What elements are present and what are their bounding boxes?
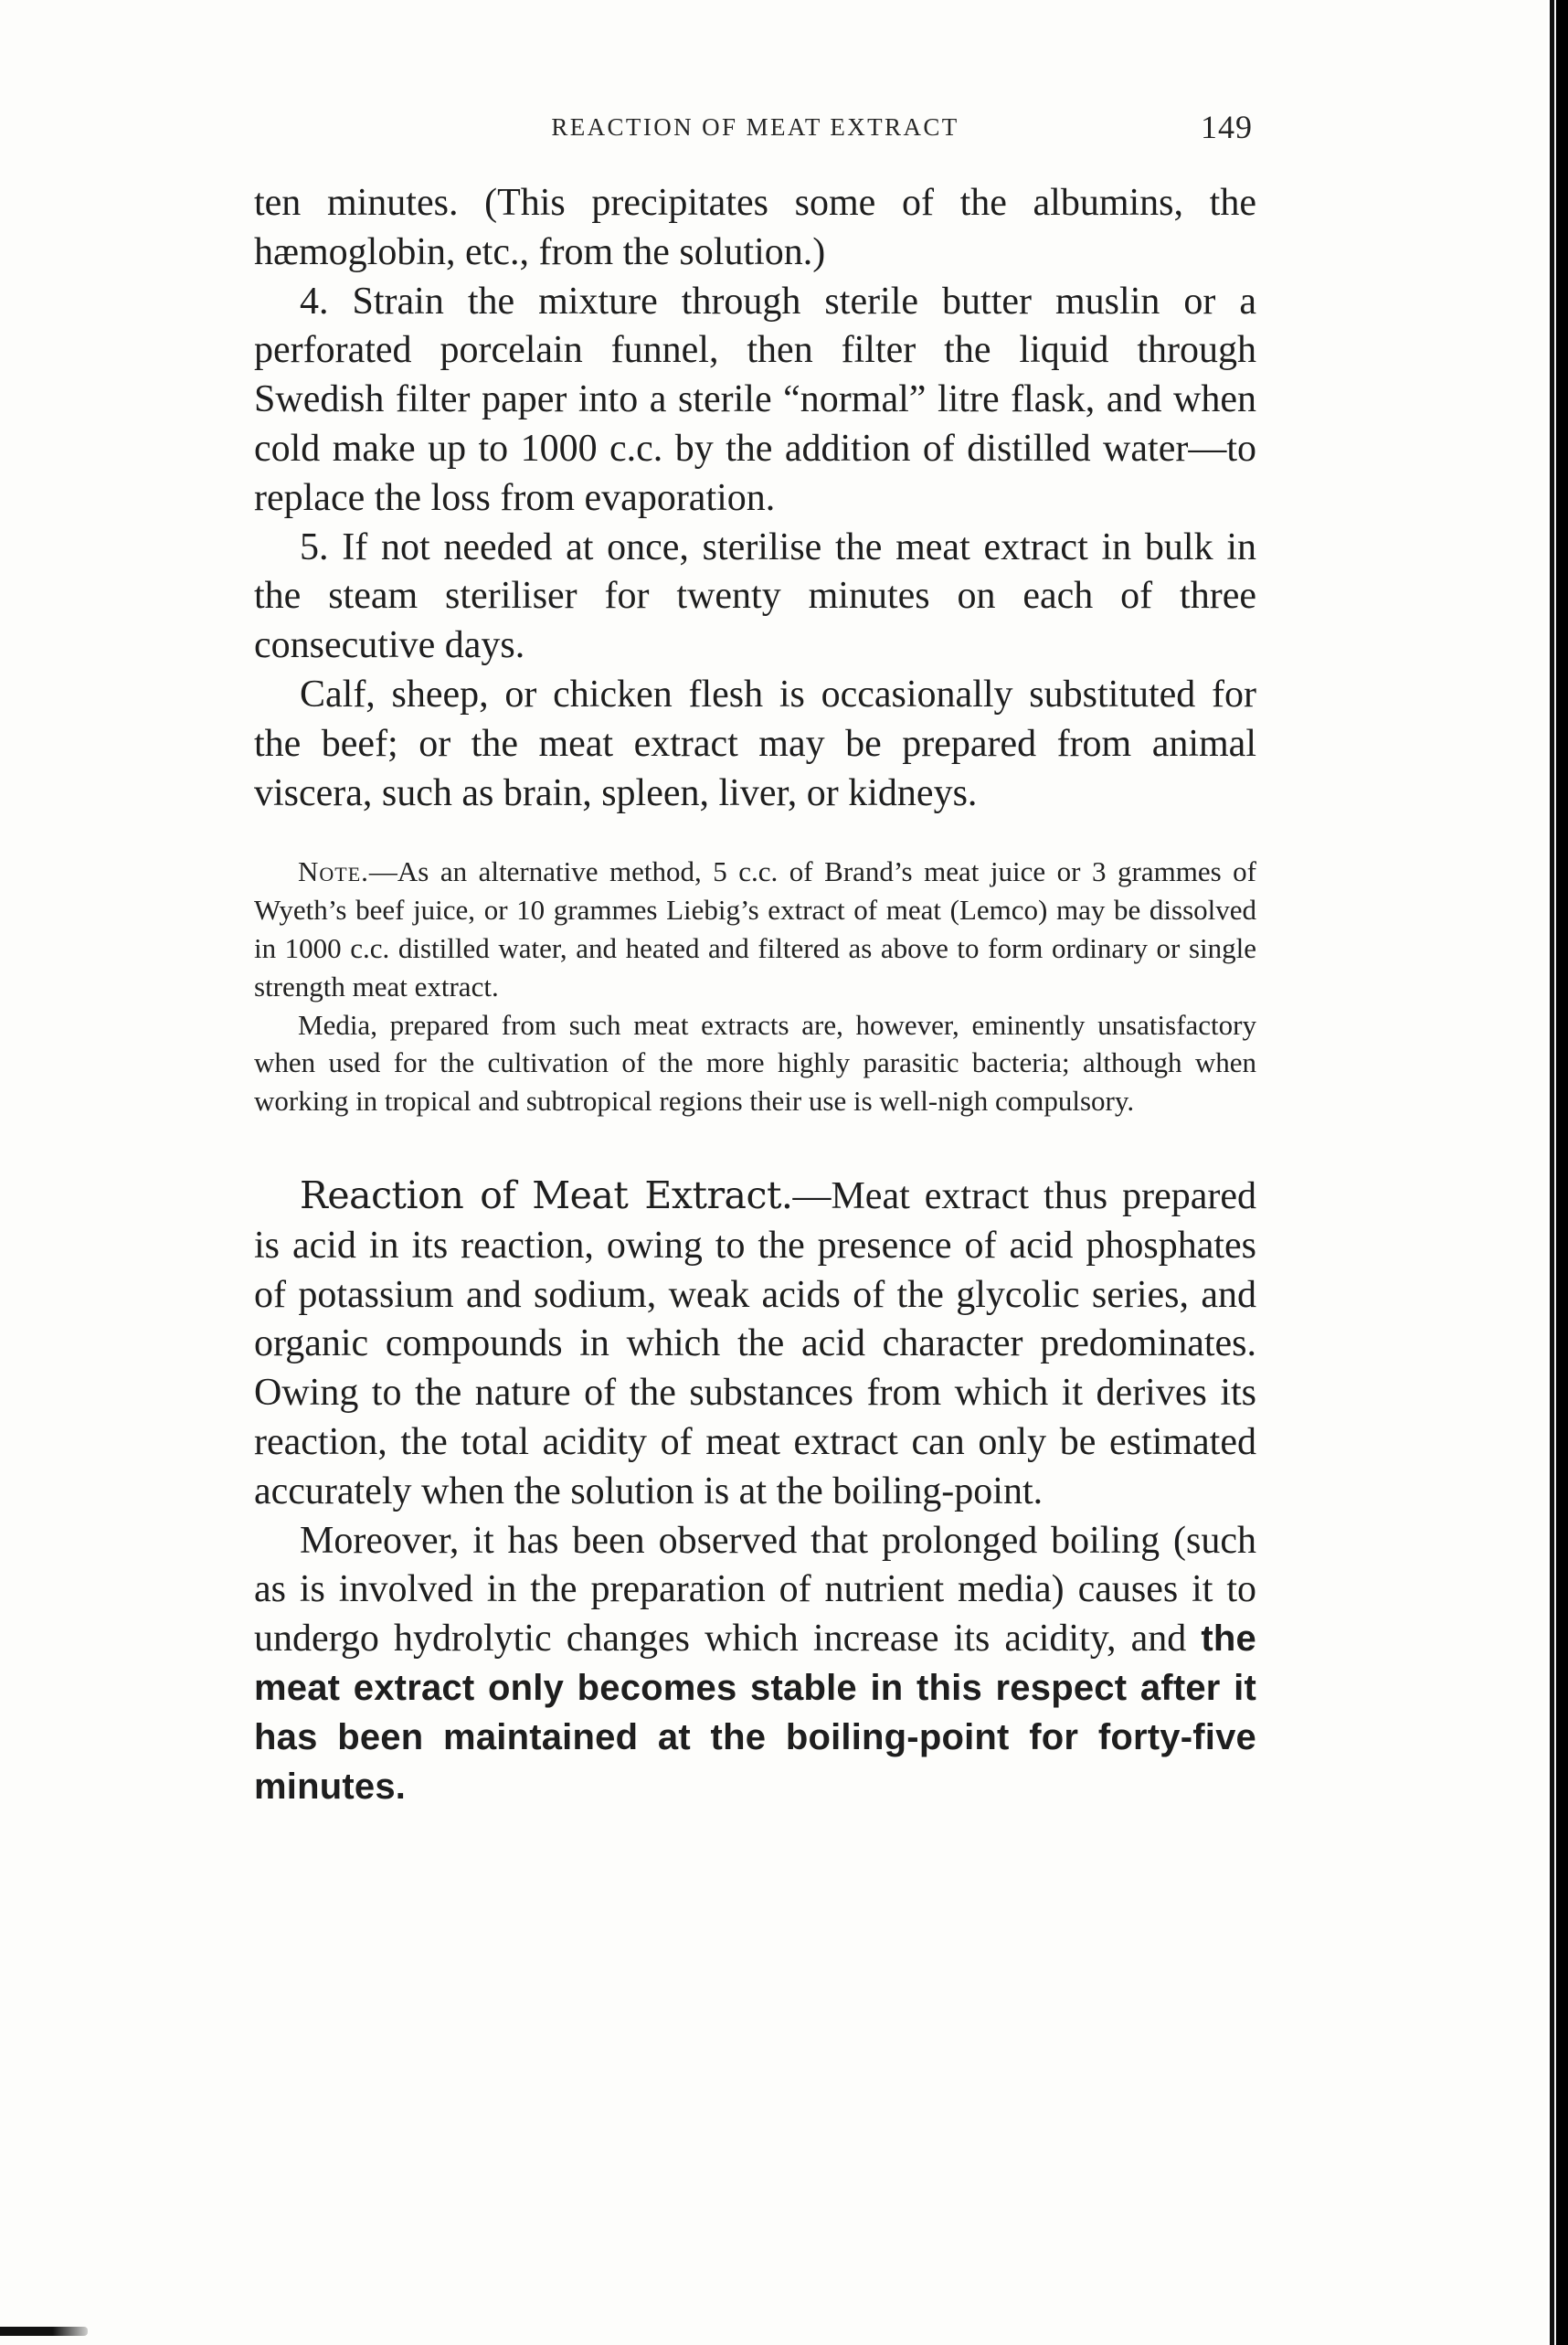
note-paragraph	[254, 853, 1256, 1005]
scan-corner-mark	[0, 2327, 88, 2336]
note-block	[254, 853, 1256, 1120]
note-text: —As an alternative method, 5 c.c. of Brand’s meat juice or 3 grammes of Wyeth’s beef juice, or 10 grammes Liebig’s extract of meat (Lemco) may be dissolved in 1000 c.c. distilled water, and heated and filtered as above to form ordinary or single strength meat extract.	[254, 855, 1256, 1003]
boiling-text: Moreover, it has been observed that prolonged boiling (such as is involved in the preparation of nutrient media) causes it to undergo hydrolytic changes which increase its acidity, and	[254, 1519, 1256, 1661]
binding-edge	[1547, 0, 1568, 2345]
paragraph-step-5: 5. If not needed at once, sterilise the meat extract in bulk in the steam steriliser for twenty minutes on each of three consecutive days.	[254, 525, 1256, 667]
procedure-continuation	[254, 179, 1256, 818]
page-number: 149	[1201, 109, 1253, 145]
paragraph-step-4: 4. Strain the mixture through sterile butter muslin or a perforated porcelain funnel, then filter the liquid through Swedish filter paper into a sterile “normal” litre flask, and when cold make up to 1000 c.c. by the addition of distilled water—to replace the loss from evaporation.	[254, 280, 1256, 519]
section-text: —Meat extract thus prepared is acid in its reaction, owing to the presence of acid phosphates of potassium and sodium, weak acids of the glycolic series, and organic compounds in which the acid character predominates. Owing to the nature of the substances from which it derives its reaction, the total acidity of meat extract can only be estimated accurately when the solution is at the boiling-point.	[254, 1174, 1256, 1512]
paragraph-substitutes: Calf, sheep, or chicken flesh is occasionally substituted for the beef; or the meat extract may be prepared from animal viscera, such as brain, spleen, liver, or kidneys.	[254, 673, 1256, 814]
note-label: Note.	[298, 855, 369, 888]
running-title: REACTION OF MEAT EXTRACT	[551, 113, 959, 141]
section-heading: Reaction of Meat Extract.	[300, 1172, 793, 1217]
page-header	[254, 108, 1256, 154]
boiling-emphasis: the meat extract only becomes stable in this respect after it has been maintained at the boiling-point for forty-five minutes.	[254, 1618, 1257, 1807]
reaction-paragraph	[254, 1172, 1256, 1517]
boiling-paragraph	[254, 1517, 1256, 1812]
paragraph-step-3-end: ten minutes. (This precipitates some of the albumins, the hæmoglobin, etc., from the solution.)	[254, 182, 1256, 273]
page-body	[254, 179, 1256, 1811]
note-media-paragraph: Media, prepared from such meat extracts are, however, eminently unsatisfactory when used for the cultivation of the more highly parasitic bacteria; although when working in tropical and subtropical regions their use is well-nigh compulsory.	[254, 1008, 1256, 1118]
reaction-section	[254, 1172, 1256, 1811]
